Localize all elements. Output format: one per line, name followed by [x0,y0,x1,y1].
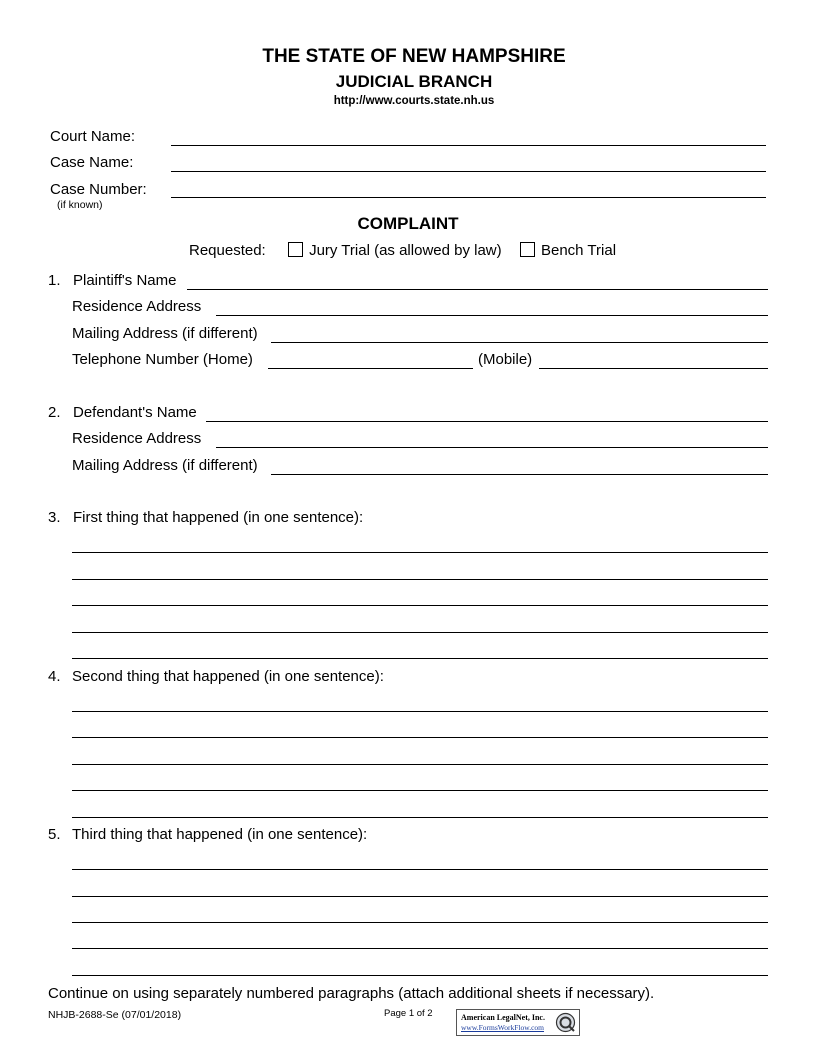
plaintiff-phone-mobile-field[interactable] [539,368,768,369]
section-number: 2. [48,404,61,421]
requested-row [189,242,616,259]
event-2-line[interactable] [72,737,768,738]
defendant-mailing-field[interactable] [271,474,768,475]
plaintiff-name-field[interactable] [187,289,768,290]
event-1-line[interactable] [72,632,768,633]
case-name-field[interactable] [171,171,766,172]
event-1-line[interactable] [72,579,768,580]
defendant-name-label: Defendant's Name [73,404,197,421]
plaintiff-phone-home-label: Telephone Number (Home) [72,351,253,368]
jury-trial-label: Jury Trial (as allowed by law) [309,242,502,259]
form-branch-heading: JUDICIAL BRANCH [335,72,493,91]
requested-label: Requested: [189,242,266,259]
badge-website-link[interactable]: www.FormsWorkFlow.com [461,1023,545,1032]
event-2-line[interactable] [72,764,768,765]
event-1-line[interactable] [72,658,768,659]
plaintiff-phone-home-field[interactable] [268,368,473,369]
case-name-label: Case Name: [50,154,134,171]
page-title: COMPLAINT [357,214,459,233]
bench-trial-checkbox[interactable] [520,242,535,257]
case-number-label: Case Number: [50,181,147,198]
if-known-note: (if known) [57,199,103,211]
page-number: Page 1 of 2 [384,1008,433,1019]
event-3-line[interactable] [72,869,768,870]
case-number-field[interactable] [171,197,766,198]
forms-workflow-badge [456,1009,580,1036]
event-1-line[interactable] [72,605,768,606]
defendant-residence-label: Residence Address [72,430,202,447]
event-3-line[interactable] [72,975,768,976]
event-2-line[interactable] [72,817,768,818]
jury-trial-checkbox[interactable] [288,242,303,257]
badge-company-name: American LegalNet, Inc. [461,1013,545,1022]
plaintiff-residence-label: Residence Address [72,298,202,315]
event-2-line[interactable] [72,790,768,791]
defendant-name-field[interactable] [206,421,768,422]
section-number: 1. [48,272,61,289]
event-2-line[interactable] [72,711,768,712]
court-name-label: Court Name: [50,128,136,145]
event-3-line[interactable] [72,896,768,897]
event-1-label: First thing that happened (in one sentence): [73,509,364,526]
plaintiff-phone-mobile-label: (Mobile) [478,351,533,368]
event-3-label: Third thing that happened (in one sentence): [72,826,368,843]
form-id: NHJB-2688-Se (07/01/2018) [48,1009,182,1021]
continue-instruction: Continue on using separately numbered paragraphs (attach additional sheets if necessary). [48,985,655,1002]
section-number: 5. [48,826,61,843]
workflow-logo-icon [555,1012,576,1033]
plaintiff-mailing-label: Mailing Address (if different) [72,325,258,342]
defendant-mailing-label: Mailing Address (if different) [72,457,258,474]
bench-trial-label: Bench Trial [540,242,617,259]
plaintiff-name-label: Plaintiff's Name [73,272,177,289]
section-number: 4. [48,668,61,685]
defendant-residence-field[interactable] [216,447,768,448]
section-number: 3. [48,509,61,526]
event-2-label: Second thing that happened (in one sentence): [72,668,384,685]
event-1-line[interactable] [72,552,768,553]
plaintiff-residence-field[interactable] [216,315,768,316]
plaintiff-mailing-field[interactable] [271,342,768,343]
court-website-url: http://www.courts.state.nh.us [333,95,495,107]
form-state-heading: THE STATE OF NEW HAMPSHIRE [262,46,566,67]
event-3-line[interactable] [72,948,768,949]
court-name-field[interactable] [171,145,766,146]
event-3-line[interactable] [72,922,768,923]
